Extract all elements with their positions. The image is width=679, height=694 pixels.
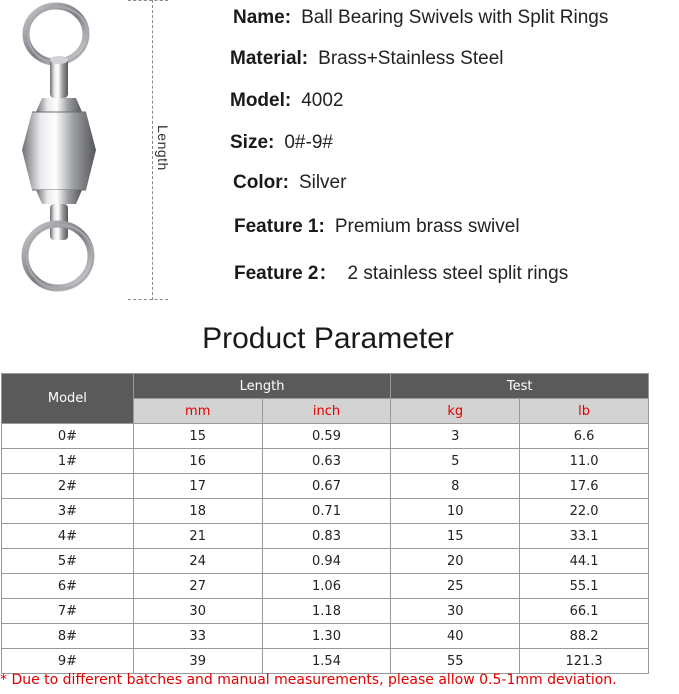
swivel-illustration: [8, 0, 158, 300]
cell-inch: 0.71: [262, 499, 391, 524]
cell-model: 3#: [2, 499, 134, 524]
cell-lb: 66.1: [520, 599, 649, 624]
cell-mm: 17: [133, 474, 262, 499]
spec-color: [233, 172, 346, 194]
cell-inch: 1.06: [262, 574, 391, 599]
table-row: [2, 574, 649, 599]
spec-key: Model:: [230, 90, 292, 111]
spec-name: [233, 7, 608, 29]
cell-kg: 40: [391, 624, 520, 649]
cell-inch: 0.83: [262, 524, 391, 549]
spec-model: [230, 90, 344, 112]
cell-model: 1#: [2, 449, 134, 474]
cell-model: 8#: [2, 624, 134, 649]
section-title: Product Parameter: [202, 322, 454, 355]
spec-key: Feature 1:: [234, 216, 325, 237]
table-row: [2, 649, 649, 674]
cell-kg: 3: [391, 424, 520, 449]
cell-kg: 10: [391, 499, 520, 524]
cell-model: 0#: [2, 424, 134, 449]
footnote: * Due to different batches and manual measurements, please allow 0.5-1mm deviation.: [0, 672, 617, 688]
spec-key: Size:: [230, 132, 275, 153]
table-row: [2, 524, 649, 549]
spec-feature-1: [234, 216, 520, 238]
cell-kg: 5: [391, 449, 520, 474]
spec-feature-2: [234, 258, 568, 285]
cell-model: 6#: [2, 574, 134, 599]
table-row: [2, 624, 649, 649]
cell-mm: 33: [133, 624, 262, 649]
table-header-row: [2, 374, 649, 399]
cell-inch: 1.18: [262, 599, 391, 624]
spec-value: Silver: [298, 172, 347, 193]
column-header-lb: lb: [520, 399, 649, 424]
spec-key: Material:: [230, 48, 309, 69]
cell-inch: 0.94: [262, 549, 391, 574]
cell-model: 9#: [2, 649, 134, 674]
cell-lb: 44.1: [520, 549, 649, 574]
dimension-tick-top: [128, 0, 168, 1]
cell-mm: 21: [133, 524, 262, 549]
product-image: [8, 0, 171, 300]
table-row: [2, 499, 649, 524]
cell-model: 7#: [2, 599, 134, 624]
cell-kg: 30: [391, 599, 520, 624]
cell-kg: 8: [391, 474, 520, 499]
length-label: Length: [155, 125, 171, 171]
cell-lb: 88.2: [520, 624, 649, 649]
spec-value: Brass+Stainless Steel: [318, 48, 504, 69]
cell-kg: 20: [391, 549, 520, 574]
cell-mm: 15: [133, 424, 262, 449]
table-row: [2, 424, 649, 449]
cell-mm: 16: [133, 449, 262, 474]
cell-kg: 55: [391, 649, 520, 674]
cell-inch: 0.67: [262, 474, 391, 499]
cell-mm: 18: [133, 499, 262, 524]
spec-key: Color:: [233, 172, 289, 193]
cell-lb: 121.3: [520, 649, 649, 674]
cell-inch: 1.30: [262, 624, 391, 649]
cell-inch: 1.54: [262, 649, 391, 674]
dimension-tick-bottom: [128, 299, 168, 300]
dimension-line: [152, 0, 154, 300]
cell-lb: 17.6: [520, 474, 649, 499]
table-row: [2, 449, 649, 474]
parameter-table: [1, 373, 649, 674]
cell-lb: 33.1: [520, 524, 649, 549]
spec-key: Feature 2：: [234, 263, 338, 284]
cell-mm: 30: [133, 599, 262, 624]
cell-model: 2#: [2, 474, 134, 499]
cell-model: 4#: [2, 524, 134, 549]
spec-size: [230, 132, 333, 154]
cell-mm: 24: [133, 549, 262, 574]
cell-inch: 0.63: [262, 449, 391, 474]
spec-key: Name:: [233, 7, 292, 28]
column-group-test: Test: [391, 374, 649, 399]
column-header-kg: kg: [391, 399, 520, 424]
spec-value: 0#-9#: [284, 132, 333, 153]
spec-value: Ball Bearing Swivels with Split Rings: [301, 7, 609, 28]
cell-kg: 15: [391, 524, 520, 549]
table-row: [2, 599, 649, 624]
column-group-length: Length: [133, 374, 391, 399]
table-row: [2, 549, 649, 574]
table-row: [2, 474, 649, 499]
spec-value: 4002: [301, 90, 344, 111]
spec-material: [230, 48, 503, 70]
column-header-model: Model: [2, 374, 134, 424]
cell-mm: 27: [133, 574, 262, 599]
cell-mm: 39: [133, 649, 262, 674]
spec-value: Premium brass swivel: [334, 216, 520, 237]
spec-value: 2 stainless steel split rings: [347, 263, 569, 284]
cell-model: 5#: [2, 549, 134, 574]
cell-inch: 0.59: [262, 424, 391, 449]
column-header-inch: inch: [262, 399, 391, 424]
cell-kg: 25: [391, 574, 520, 599]
cell-lb: 55.1: [520, 574, 649, 599]
cell-lb: 6.6: [520, 424, 649, 449]
column-header-mm: mm: [133, 399, 262, 424]
cell-lb: 22.0: [520, 499, 649, 524]
cell-lb: 11.0: [520, 449, 649, 474]
